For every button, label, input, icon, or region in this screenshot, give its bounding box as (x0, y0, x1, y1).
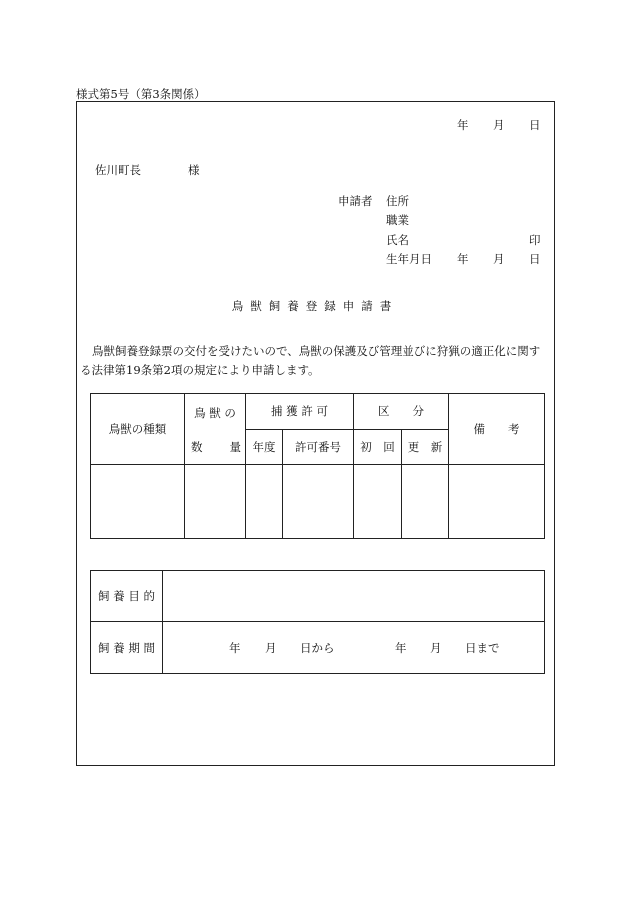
addressee-honorific: 様 (188, 163, 200, 177)
date-month-label: 月 (493, 118, 505, 132)
renewal-header: 更 新 (402, 429, 449, 465)
seal-label: 印 (529, 233, 541, 247)
keeping-table (90, 570, 545, 674)
fiscal-year-header: 年度 (246, 429, 283, 465)
applicant-label: 申請者 (338, 194, 373, 208)
permit-number-cell[interactable] (283, 465, 354, 539)
date-day-label: 日 (529, 118, 541, 132)
period-to-day: 日まで (465, 641, 500, 655)
purpose-header: 飼 養 目 的 (91, 571, 163, 622)
first-time-cell[interactable] (354, 465, 402, 539)
capture-permit-header: 捕 獲 許 可 (246, 394, 354, 430)
period-from-month: 月 (265, 641, 277, 655)
document-title: 鳥獣飼養登録申請書 (231, 299, 399, 313)
applicant-name-label: 氏名 (386, 233, 409, 247)
application-statement: 鳥獣飼養登録票の交付を受けたいので、鳥獣の保護及び管理並びに狩猟の適正化に関する法律第19条第2項の規定により申請します。 (80, 344, 541, 377)
remarks-cell[interactable] (449, 465, 545, 539)
permit-number-header: 許可番号 (283, 429, 354, 465)
addressee-name: 佐川町長 (95, 163, 141, 177)
species-table (90, 393, 545, 539)
count-header-left: 数 (191, 440, 203, 454)
birthdate-year-label: 年 (457, 252, 469, 266)
purpose-cell[interactable] (163, 571, 545, 622)
count-cell[interactable] (185, 465, 246, 539)
species-cell[interactable] (91, 465, 185, 539)
period-to-month: 月 (430, 641, 442, 655)
count-header (185, 394, 246, 465)
period-from-day: 日から (300, 641, 335, 655)
birthdate-month-label: 月 (493, 252, 505, 266)
count-header-right: 量 (229, 440, 241, 454)
count-header-top: 鳥 獣 の (194, 406, 236, 420)
fiscal-year-cell[interactable] (246, 465, 283, 539)
species-header: 鳥獣の種類 (91, 394, 185, 465)
period-to-year: 年 (395, 641, 407, 655)
date-year-label: 年 (457, 118, 469, 132)
applicant-address-label: 住所 (386, 194, 409, 208)
first-time-header: 初 回 (354, 429, 402, 465)
remarks-header: 備 考 (449, 394, 545, 465)
form-id: 様式第5号（第3条関係） (76, 87, 206, 101)
period-cell[interactable] (163, 622, 545, 674)
applicant-occupation-label: 職業 (386, 213, 409, 227)
birthdate-day-label: 日 (529, 252, 541, 266)
renewal-cell[interactable] (402, 465, 449, 539)
period-header: 飼 養 期 間 (91, 622, 163, 674)
period-from-year: 年 (229, 641, 241, 655)
category-header: 区 分 (354, 394, 449, 430)
applicant-birthdate-label: 生年月日 (386, 252, 432, 266)
